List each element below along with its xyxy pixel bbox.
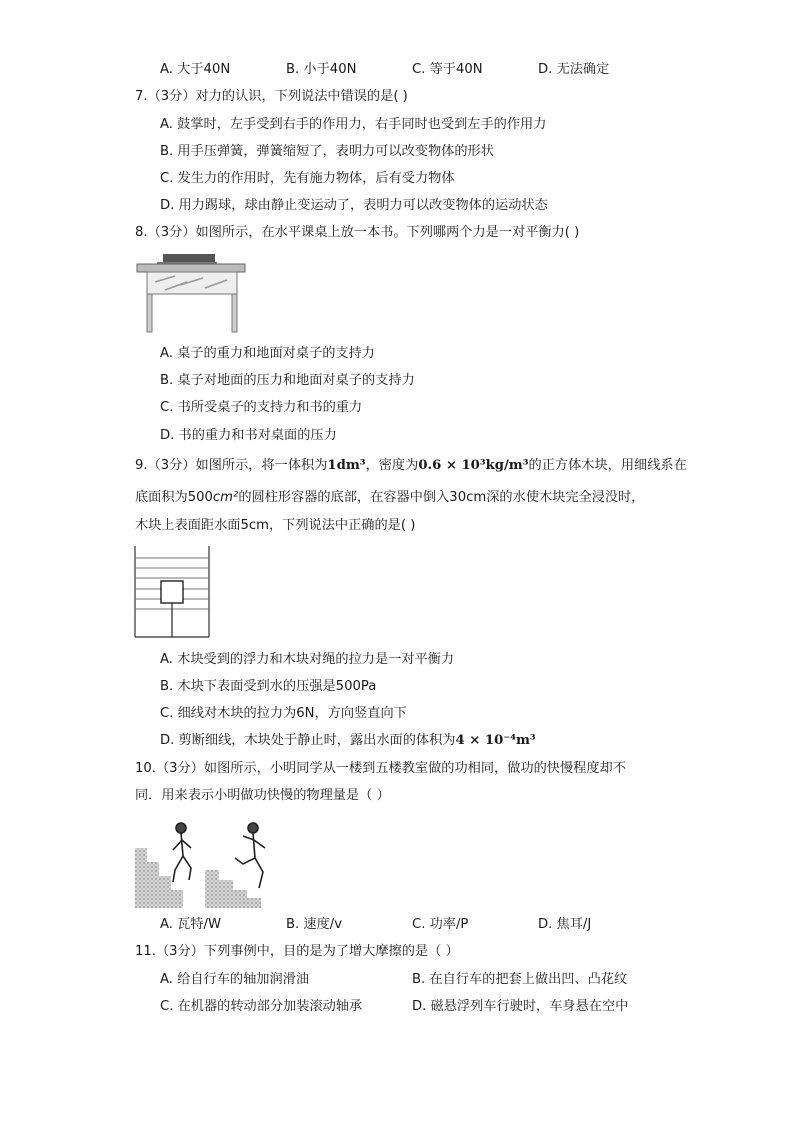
q8-option-b: B. 桌子对地面的压力和地面对桌子的支持力 bbox=[160, 373, 415, 388]
q9-option-b: B. 木块下表面受到水的压强是500Pa bbox=[160, 679, 377, 694]
q9-stem-c: 的正方体木块，用细线系在 bbox=[528, 458, 687, 473]
desk-leg-right bbox=[232, 294, 237, 332]
q7-stem: 7.（3分）对力的认识，下列说法中错误的是( ) bbox=[135, 89, 408, 104]
q8-option-a: A. 桌子的重力和地面对桌子的支持力 bbox=[160, 346, 375, 361]
q9-stem-a: 9.（3分）如图所示，将一体积为 bbox=[135, 458, 328, 473]
q9-stem-line2 bbox=[135, 488, 644, 508]
q9-line2-a: 底面积为500 bbox=[135, 490, 213, 505]
q9-option-a: A. 木块受到的浮力和木块对绳的拉力是一对平衡力 bbox=[160, 652, 455, 667]
q11-option-d: D. 磁悬浮列车行驶时，车身悬在空中 bbox=[412, 999, 629, 1014]
q9-stem-line1 bbox=[135, 456, 687, 476]
q11-stem: 11.（3分）下列事例中，目的是为了增大摩擦的是（ ） bbox=[135, 944, 459, 959]
q10-stem-line1: 10.（3分）如图所示，小明同学从一楼到五楼教室做的功相同，做功的快慢程度却不 bbox=[135, 761, 626, 776]
stairs-right bbox=[205, 870, 261, 908]
q9-option-d-text: D. 剪断细线，木块处于静止时，露出水面的体积为 bbox=[160, 733, 456, 748]
book-shape bbox=[163, 254, 215, 263]
q9-option-d-math: 4 × 10⁻⁴m³ bbox=[455, 733, 536, 748]
desk-top bbox=[137, 264, 245, 272]
q9-stem-b: ，密度为 bbox=[365, 458, 419, 473]
q10-option-b: B. 速度/v bbox=[286, 917, 343, 932]
q8-option-d: D. 书的重力和书对桌面的压力 bbox=[160, 428, 337, 443]
q9-stem-line3: 木块上表面距水面5cm，下列说法中正确的是( ) bbox=[135, 518, 416, 533]
q10-option-d: D. 焦耳/J bbox=[538, 917, 592, 932]
q10-option-a: A. 瓦特/W bbox=[160, 917, 222, 932]
desk-drawer bbox=[147, 272, 237, 294]
q9-area-unit: cm² bbox=[212, 490, 239, 505]
stairs-left bbox=[135, 848, 183, 908]
container-with-block-figure bbox=[134, 546, 214, 638]
q10-option-c: C. 功率/P bbox=[412, 917, 469, 932]
desk-leg-left bbox=[147, 294, 152, 332]
person-walking bbox=[173, 823, 191, 882]
q11-option-b: B. 在自行车的把套上做出凹、凸花纹 bbox=[412, 972, 628, 987]
q7-option-b: B. 用手压弹簧，弹簧缩短了，表明力可以改变物体的形状 bbox=[160, 144, 494, 159]
q9-option-c: C. 细线对木块的拉力为6N，方向竖直向下 bbox=[160, 706, 407, 721]
q8-option-c: C. 书所受桌子的支持力和书的重力 bbox=[160, 400, 363, 415]
q7-option-d: D. 用力踢球，球由静止变运动了，表明力可以改变物体的运动状态 bbox=[160, 198, 548, 213]
q6-option-b: B. 小于40N bbox=[286, 62, 357, 77]
q9-option-d bbox=[160, 731, 536, 751]
q7-option-c: C. 发生力的作用时，先有施力物体，后有受力物体 bbox=[160, 171, 455, 186]
q8-stem: 8.（3分）如图所示，在水平课桌上放一本书。下列哪两个力是一对平衡力( ) bbox=[135, 225, 580, 240]
person-running bbox=[235, 823, 265, 888]
desk-with-book-figure bbox=[135, 252, 247, 334]
q11-option-c: C. 在机器的转动部分加装滚动轴承 bbox=[160, 999, 363, 1014]
q6-option-d: D. 无法确定 bbox=[538, 62, 610, 77]
q7-option-a: A. 鼓掌时，左手受到右手的作用力，右手同时也受到左手的作用力 bbox=[160, 117, 547, 132]
q6-option-c: C. 等于40N bbox=[412, 62, 483, 77]
q11-option-a: A. 给自行车的轴加润滑油 bbox=[160, 972, 310, 987]
stair-climbing-figure bbox=[135, 818, 281, 908]
q6-option-a: A. 大于40N bbox=[160, 62, 231, 77]
q9-volume: 1dm³ bbox=[327, 458, 366, 473]
wood-block bbox=[161, 581, 183, 603]
q10-stem-line2: 同．用来表示小明做功快慢的物理量是（ ） bbox=[135, 788, 390, 803]
q9-line2-b: 的圆柱形容器的底部，在容器中倒入30cm深的水使木块完全浸没时， bbox=[238, 490, 645, 505]
q9-density: 0.6 × 10³kg/m³ bbox=[418, 458, 529, 473]
